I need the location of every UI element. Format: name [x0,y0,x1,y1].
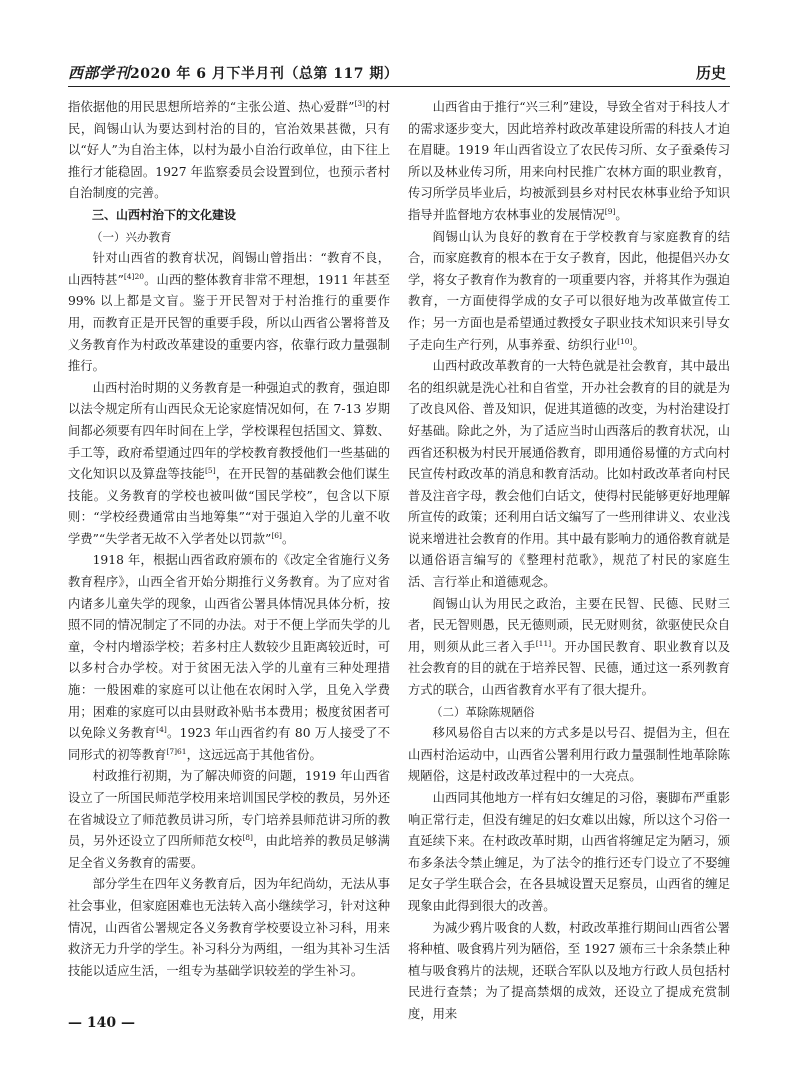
citation-ref: [5] [205,466,216,475]
running-header [68,60,730,86]
paragraph: 移风易俗自古以来的方式多是以号召、提倡为主，但在山西村治运动中，山西省公署利用行政力量强制性地革除陈规陋俗，这是村政改革过程中的一大亮点。 [408,726,730,784]
citation-ref: [7]61 [166,746,187,756]
paragraph: 指依据他的用民思想所培养的“主张公道、热心爱群”[3]的村民，阎锡山认为要达到村治的目的，官治效果甚微，只有以“好人”为自治主体，以村为最小自治行政单位，由下往上推行才能稳固。1927 年监察委员会设置到位，也预示者村自治制度的完善。 [68,98,390,201]
paragraph: 村政推行初期，为了解决师资的问题，1919 年山西省设立了一所国民师范学校用来培训国民学校的教员，另外还在省城设立了师范教员讲习所，专门培养县师范讲习所的教员，另外还设立了四所师范女校[8]，由此培养的教员足够满足全省义务教育的需要。 [68,769,390,870]
section-label: 历史 [695,64,726,82]
subsection-heading: （一）兴办教育 [91,229,172,244]
citation-ref: [8] [242,833,253,843]
citation-ref: [9] [604,206,616,216]
issue-info: 2020 年 6 月下半月刊（总第 117 期） [130,66,399,82]
paragraph: 1918 年，根据山西省政府颁布的《改定全省施行义务教育程序》，山西全省开始分期推行义务教育。为了应对省内诸多儿童失学的现象，山西省公署具体情况具体分析，按照不同的情况制定了不同的办法。对于不便上学而失学的儿童，令村内增添学校；若多村庄人数较少且距离较近时，可以多村合办学校。对于贫困无法入学的儿童有三种处理措施：一般困难的家庭可以让他在农闲时入学，且免入学费用；困难的家庭可以由县财政补贴书本费用；极度贫困者可以免除义务教育[4]。1923 年山西省约有 80 万人接受了不同形式的初等教育$^{[7]61}$，这远远高于其他省份。 [68,553,390,762]
page-number: — 140 — [68,1015,135,1031]
citation-ref: [6] [271,530,282,540]
citation-ref: [4] [156,725,167,735]
citation-ref: [10] [617,336,633,346]
paragraph: 阎锡山认为用民之政治，主要在民智、民德、民财三者，民无智则愚，民无德则顽，民无财则贫，欲驱使民众自用，则须从此三者入手[11]。开办国民教育、职业教育以及社会教育的目的就在于培养民智、民德，通过这一系列教育方式的联合，山西省教育水平有了很大提升。 [408,596,730,698]
journal-issue-line [68,62,398,83]
paragraph: 部分学生在四年义务教育后，因为年纪尚幼，无法从事社会事业，但家庭困难也无法转入高小继续学习，针对这种情况，山西省公署规定各义务教育学校要设立补习科，用来救济无力升学的学生。补习科分为两组，一组为其补习生活技能以适应生活，一组专为基础学识较差的学生补习。 [68,877,390,978]
journal-logo: 西部学刊 [68,64,131,82]
paragraph: 阎锡山认为良好的教育在于学校教育与家庭教育的结合，而家庭教育的根本在于女子教育，因此，他提倡兴办女学，将女子教育作为教育的一项重要内容，并将其作为强迫教育，一方面使得学成的女子可以很好地为改革做宣传工作；另一方面也是希望通过教授女子职业技术知识来引导女子走向生产行列，从事养蚕、纺织行业[10]。 [408,229,730,352]
header-rule [68,86,730,87]
paragraph: 山西省由于推行“兴三利”建设，导致全省对于科技人才的需求逐步变大，因此培养村政改革建设所需的科技人才迫在眉睫。1919 年山西省设立了农民传习所、女子蚕桑传习所以及林业传习所，用来向村民推广农林方面的职业教育，传习所学员毕业后，均被派到县乡对村民农林事业给予知识指导并监督地方农林事业的发展情况[9]。 [408,100,730,222]
citation-ref: [4]20 [123,271,145,281]
paragraph: 针对山西省的教育状况，阎锡山曾指出：“教育不良，山西特甚”$^{[4]20}$。山西的整体教育非常不理想，1911 年甚至 99% 以上都是文盲。鉴于开民智对于村治推行的重要作用，而教育正是开民智的重要手段，所以山西省公署将普及义务教育作为村政改革建设的重要内容，依靠行政力量强制推行。 [68,251,390,374]
paragraph: 山西村政改革教育的一大特色就是社会教育，其中最出名的组织就是洗心社和自省堂，开办社会教育的目的就是为了改良风俗、普及知识，促进其道德的改变，为村治建设打好基础。除此之外，为了适应当时山西落后的教育状况，山西省还积极为村民开展通俗教育，即用通俗易懂的方式向村民宣传村政改革的消息和教育活动。比如村政改革者向村民普及注音字母，教会他们白话文，使得村民能够更好地理解所宣传的政策；还利用白话文编写了一些刑律讲义、农业浅说来增进社会教育的作用。其中最有影响力的通俗教育就是以通俗语言编写的《整理村范歌》，规范了村民的家庭生活、言行举止和道德观念。 [408,359,730,590]
left-column [68,97,390,982]
subsection-heading: （二）革除陈规陋俗 [431,704,535,719]
section-heading: 三、山西村治下的文化建设 [92,207,237,222]
citation-ref: [11] [535,638,552,648]
right-column [408,97,730,1026]
citation-ref: [3] [354,98,366,108]
paragraph: 为减少鸦片吸食的人数，村政改革推行期间山西省公署将种植、吸食鸦片列为陋俗，至 1927 颁布三十余条禁止种植与吸食鸦片的法规，还联合军队以及地方行政人员包括村民进行查禁；为了提高禁烟的成效，还设立了提成充赏制度，用来 [408,920,730,1021]
paragraph: 山西村治时期的义务教育是一种强迫式的教育，强迫即以法令规定所有山西民众无论家庭情况如何，在 7-13 岁期间都必须要有四年时间在上学，学校课程包括国文、算数、手工等，政府希望通过四年的学校教育教授他们一些基础的文化知识以及算盘等技能[5]，在开民智的基础教会他们谋生技能。义务教育的学校也被叫做“国民学校”，包含以下原则：“学校经费通常由当地筹集”“对于强迫入学的儿童不收学费”“失学者无故不入学者处以罚款”[6]。 [68,380,390,546]
paragraph: 山西同其他地方一样有妇女缠足的习俗，裹脚布严重影响正常行走，但没有缠足的妇女难以出嫁，所以这个习俗一直延续下来。在村政改革时期，山西省将缠足定为陋习，颁布多条法令禁止缠足，为了法令的推行还专门设立了不娶缠足女子学生联合会，在各县城设置天足察员，山西省的缠足现象由此得到很大的改善。 [408,791,730,913]
